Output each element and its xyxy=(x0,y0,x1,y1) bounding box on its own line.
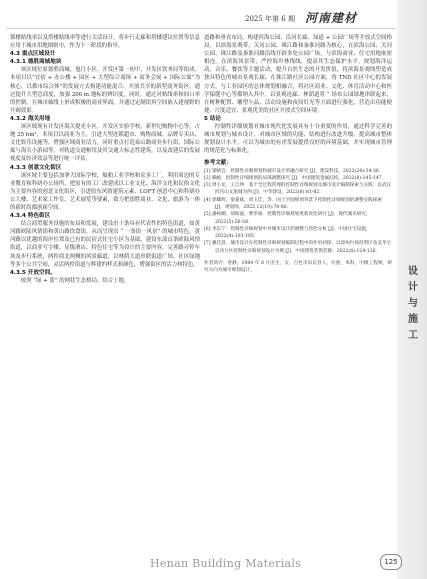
reference-item: [7] 戴佳晨．城市设计在控制性详细规划编制过程中的作用初探：以漳州台商投资区角美华宝启动片区控制性详细规划设计为例 [J]．中国建筑装饰装修，2022(8):124-126． xyxy=(204,241,392,254)
reference-item: [2] 赖媛．控制性详细规划的局部调整探究 [J]．中国建筑金属结构，2022(8):145-147． xyxy=(204,175,387,181)
body-paragraph: 该区域位原德胜商城，旭日小区、开发区第一初中，开发区饮务局等组成。本项目以“宜宿 + 办公楼 + 园区 + 大型综合商场 + 商务会展 + 国际公寓”为核心，以都市综合体”的发展方式构建功能混合、开放共享的新型商务街区。通过提升大型总商度，加强 200 m 地标的辨识度，同时，通过对贴线率和间口率的控制，在城市轴线上形成积极的商业界面，并通过定制街角空间嵌入建视野的开阔效果。 xyxy=(10,67,200,114)
right-column-body xyxy=(204,34,392,155)
page-number: 125 xyxy=(380,554,402,570)
body-paragraph: 按照 “绿 + 蓝” 的网状生态格局，结合土地、 xyxy=(20,277,130,284)
section-heading: 4.3.4 特色街区 xyxy=(10,213,51,220)
body-paragraph: 道路和垂直布局，构建滨海公园、沿河长廊、绿道 + 公园广场等开放式空间格局，以滨海景观带、关河公园、珠江路和秦淮河路为核心，在滨海公园、关河公园、珠江路及秦淮河路沿线开辟多处公园广场，与滨海商业、住宅用地嵌密相连。在滨海风景带，严控海岸林线线，提高其生态保护水平，规划海洋运动、音乐、餐饮等主题活动，提升自然生态的开发价值，将滨海景观线塑造成独具特色的城市景观长廊。在珠江路社区公园方面，将 TND 社区中心的发展方式，与工业园区的总体规划相融合，将社区商业、文化、体育活动中心和医学保健中心等都纳入其中。以景观连廊、林荫道将 “ 场布公园绿地串联起来，在树种配置、雕塑小品、活动设施和夜间灯光等方面进行强化，营造出功能便捷、尺度适宜、景观优美的社区开放式空间环境。 xyxy=(204,35,392,114)
section-heading: 5 结论 xyxy=(204,115,222,122)
side-label-char: 工 xyxy=(408,330,418,341)
footer-journal-name: Henan Building Materials xyxy=(150,557,302,570)
reference-item: [1] 梁晴宜．控制性详细规划和城市设计的融合研究 [J]．建设科技，2022(24):34-36． xyxy=(204,168,384,174)
section-heading: 4.3.2 海关用地 xyxy=(10,115,51,122)
reference-item: [6] 李东宁．控制性详细规划中对城市设计的调整与管控分析 [J]．中国住宅设施，2022(4):103-105． xyxy=(204,226,371,240)
side-label-char: 设 xyxy=(408,266,418,277)
side-label-char: 与 xyxy=(408,298,418,309)
section-side-label xyxy=(406,264,420,344)
journal-title: 河南建材 xyxy=(305,11,358,25)
body-paragraph: 控制性详细规划对城市现代化发展具有十分重要的作用，通过科学完善的城市规划与城市设计，对城市区域的功能、结构进行改进升级，提高城市整体规划设计水平，可以为城市的有序发展提供良好的环境基础，并实现城市管理的规范化与标准化。 xyxy=(204,124,392,155)
reference-item: [5] 潘杨卿，胡海波，曹华娟．控制性详细规划更新优化研究 [J]．现代城市研究，2022(5):56-58． xyxy=(204,212,371,225)
section-heading: 4.3.3 创意文化街区 xyxy=(10,164,62,171)
references-list xyxy=(204,168,392,256)
left-text-column xyxy=(10,34,200,285)
references-title: 参考文献： xyxy=(204,160,232,167)
body-paragraph: 结合商贸服务设施的布局和发展，建设出十条具有代表性的特色街道，如黄河路欧陆风情街和黄山路饮食街，从而呈现出 “ 一条街一风景” 的城市特色。黄河路以优越的海岸位置及已有的民宿式住宅小区为基础，建设东部首条欧陆风情街道，以商业写字楼、星级酒店、特色住宅等为设计的主要内容，完善路旁停车场及步行系统，两控商北两侧的风景廊道，以林荫大道串联街道广场、社区绿地等多个公共空间，灵活两控街道与辉建的样式和颜色，增强街区的活力和特色。 xyxy=(10,221,200,268)
body-paragraph: 该区域现有开发区海关提光小区，开发区实验学校，新世纪购物中心等，占地 25 hm²，本项目以商业为主，引进大型连锁超市、购物商城、品牌专卖店、文化娱乐设施等，增强区域商业活力，同时重点打造泰山路商业步行街，国际公寓与海关小游园等，对轨道交通枢纽及其交通大标志性建筑，以及改建后的发展视度及经济效益等进行统一评估。 xyxy=(10,124,200,163)
body-paragraph: 该区域主要包括加拿大国际学校、船舶工业学校和众多工厂，利用周边的专业教育和科研办公场所，把原有的工厂改建成以工业文化、海洋文化和民俗文化为主要内容的创意文化街区，引进胶东风情建筑元素、LOFT 创意中心和科研办公大楼、艺术家工作室、艺术展览等要素，致力把德胜商业、文化、旅游为一体的新时尚都创新空间。 xyxy=(10,172,200,211)
author-note: 作者简介：曾静，1984 年 8 月出生，女，百色市田东县人，壮族，本科，中级工程师，研究方向为城市规划设计。 xyxy=(204,261,392,274)
side-label-char: 施 xyxy=(408,314,418,325)
reference-item: [3] 周小龙，王自坤．基于全过程管理的控制性详细规划及城市设计编制探索与实践：以武汉四宫山文旅城为例 [J]．中华建设，2022(8):81-82． xyxy=(204,183,392,196)
page-header xyxy=(0,0,427,30)
section-heading: 4.3.5 开放空间。 xyxy=(10,269,56,276)
header-divider xyxy=(6,28,396,29)
body-paragraph: 锁楼贴线率以及塔楼贴线率等进行关话设计，将步行走廊和塔楼建议位置等信息应用于城市用地图则中，作为下一阶段的指导。 xyxy=(10,35,200,50)
section-heading: 4.3.1 德胜商城地块 xyxy=(10,59,62,66)
side-rail xyxy=(397,0,427,579)
side-label-char: 计 xyxy=(408,282,418,293)
right-text-column xyxy=(204,34,392,275)
reference-item: [4] 郭卿辉，梁嘉斌，周玉佳，等．国土空间规划背景下控制性详细规划的调整实践探索 [J]．规划师，2022,12(19):78-86． xyxy=(204,197,382,210)
issue-label: 2025 年第 6 期 xyxy=(245,15,295,23)
section-heading: 4.3 重点区域设计 xyxy=(10,51,56,58)
